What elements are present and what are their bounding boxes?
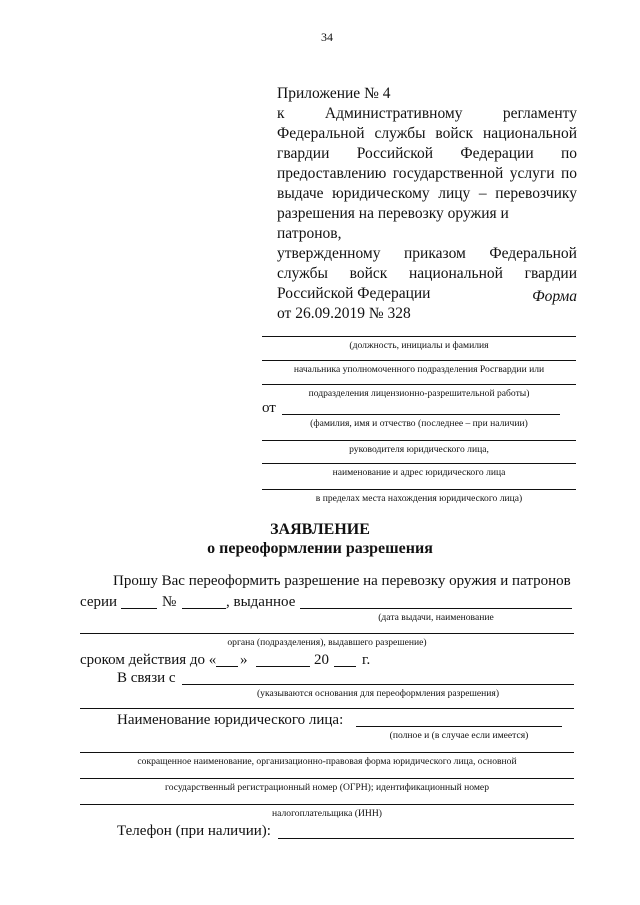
header-word: войск xyxy=(435,125,474,142)
header-word: национальной xyxy=(408,265,503,282)
entity-name-field[interactable] xyxy=(356,726,562,727)
caption-issue-date: (дата выдачи, наименование xyxy=(378,612,494,623)
header-word: лицу xyxy=(438,185,471,202)
caption-head-of-entity: руководителя юридического лица, xyxy=(349,444,489,455)
validity-year-prefix: 20 xyxy=(314,652,329,668)
organ-line[interactable] xyxy=(80,633,574,634)
addressee-line-1[interactable] xyxy=(262,336,576,337)
issued-field[interactable] xyxy=(300,608,572,609)
header-word: национальной xyxy=(483,125,577,142)
appendix-title: Приложение № 4 xyxy=(277,85,391,102)
validity-prefix: сроком действия до « xyxy=(80,652,217,668)
header-line-5 xyxy=(277,164,577,184)
from-label: от xyxy=(262,400,276,416)
header-word: гвардии xyxy=(524,265,577,282)
request-paragraph: Прошу Вас переоформить разрешение на перевозку оружия и патронов xyxy=(113,573,571,589)
validity-year-field[interactable] xyxy=(334,666,356,667)
caption-entity-name: наименование и адрес юридического лица xyxy=(332,467,506,478)
header-word: юридическому xyxy=(332,185,430,202)
validity-month-field[interactable] xyxy=(256,666,310,667)
header-order-date: от 26.09.2019 № 328 xyxy=(277,305,411,322)
header-line-6 xyxy=(277,184,577,204)
reason-field[interactable] xyxy=(182,684,574,685)
due-to-label: В связи с xyxy=(117,670,176,686)
header-word: приказом xyxy=(404,245,466,262)
header-line-10: Российской Федерации xyxy=(277,285,431,302)
number-field[interactable] xyxy=(182,608,226,609)
header-word: гвардии xyxy=(277,145,330,162)
validity-year-suffix: г. xyxy=(362,652,371,668)
header-line-9 xyxy=(277,264,577,284)
header-word: регламенту xyxy=(502,105,577,122)
header-word: государственной xyxy=(392,165,504,182)
phone-label: Телефон (при наличии): xyxy=(117,823,271,839)
caption-ogrn: государственный регистрационный номер (ОГРН); идентификационный номер xyxy=(165,782,489,793)
addressee-line-4[interactable] xyxy=(262,440,576,441)
header-word: по xyxy=(560,165,577,182)
reason-line-2[interactable] xyxy=(80,708,574,709)
caption-full-name-entity: (полное и (в случае если имеется) xyxy=(389,730,529,741)
series-label: серии xyxy=(80,594,118,610)
validity-quote-close: » xyxy=(240,652,248,668)
document-subtitle: о переоформлении разрешения xyxy=(207,540,433,557)
header-word: предоставлению xyxy=(277,165,387,182)
addressee-line-3[interactable] xyxy=(262,384,576,385)
from-line[interactable] xyxy=(282,414,560,415)
caption-entity-location: в пределах места нахождения юридического лица) xyxy=(315,493,523,504)
addressee-line-5[interactable] xyxy=(262,463,576,464)
header-word: услуги xyxy=(509,165,555,182)
header-line-4 xyxy=(277,144,577,164)
header-word: перевозчику xyxy=(495,185,577,202)
caption-reasons: (указываются основания для переоформления разрешения) xyxy=(256,688,500,699)
header-word: войск xyxy=(349,265,388,282)
entity-line-2[interactable] xyxy=(80,752,574,753)
issued-label: , выданное xyxy=(226,594,296,610)
header-line-2 xyxy=(277,104,577,124)
header-word: службы xyxy=(374,125,426,142)
caption-issuing-organ: органа (подразделения), выдавшего разрешение) xyxy=(227,637,427,648)
header-word: выдаче xyxy=(277,185,324,202)
number-label: № xyxy=(162,594,177,610)
header-word: по xyxy=(560,145,577,162)
header-word: Федеральной xyxy=(489,245,577,262)
caption-head: начальника уполномоченного подразделения Росгвардии или xyxy=(293,364,545,375)
header-line-8 xyxy=(277,244,577,264)
phone-field[interactable] xyxy=(278,838,574,839)
header-word: Российской xyxy=(356,145,434,162)
header-line-3 xyxy=(277,124,577,144)
form-label: Форма xyxy=(532,288,577,305)
caption-short-name: сокращенное наименование, организационно-правовая форма юридического лица, основной xyxy=(137,756,517,767)
caption-inn: налогоплательщика (ИНН) xyxy=(272,808,382,819)
header-word: службы xyxy=(277,265,328,282)
header-word: Федерации xyxy=(460,145,534,162)
addressee-line-6[interactable] xyxy=(262,489,576,490)
entity-line-3[interactable] xyxy=(80,778,574,779)
header-word: к xyxy=(277,105,285,122)
header-word: – xyxy=(478,185,487,202)
document-title: ЗАЯВЛЕНИЕ xyxy=(270,521,370,538)
caption-position: (должность, инициалы и фамилия xyxy=(349,340,489,351)
header-word: Федеральной xyxy=(277,125,365,142)
header-line-7: разрешения на перевозку оружия и патронов, xyxy=(277,205,509,242)
page-number: 34 xyxy=(321,30,333,44)
entity-line-4[interactable] xyxy=(80,804,574,805)
entity-name-label: Наименование юридического лица: xyxy=(117,712,344,728)
header-word: утвержденному xyxy=(277,245,381,262)
validity-day-field[interactable] xyxy=(216,666,238,667)
caption-department: подразделения лицензионно-разрешительной работы) xyxy=(308,388,530,399)
header-word: Административному xyxy=(324,105,463,122)
series-field[interactable] xyxy=(121,608,157,609)
caption-full-name: (фамилия, имя и отчество (последнее – при наличии) xyxy=(310,418,528,429)
addressee-line-2[interactable] xyxy=(262,360,576,361)
